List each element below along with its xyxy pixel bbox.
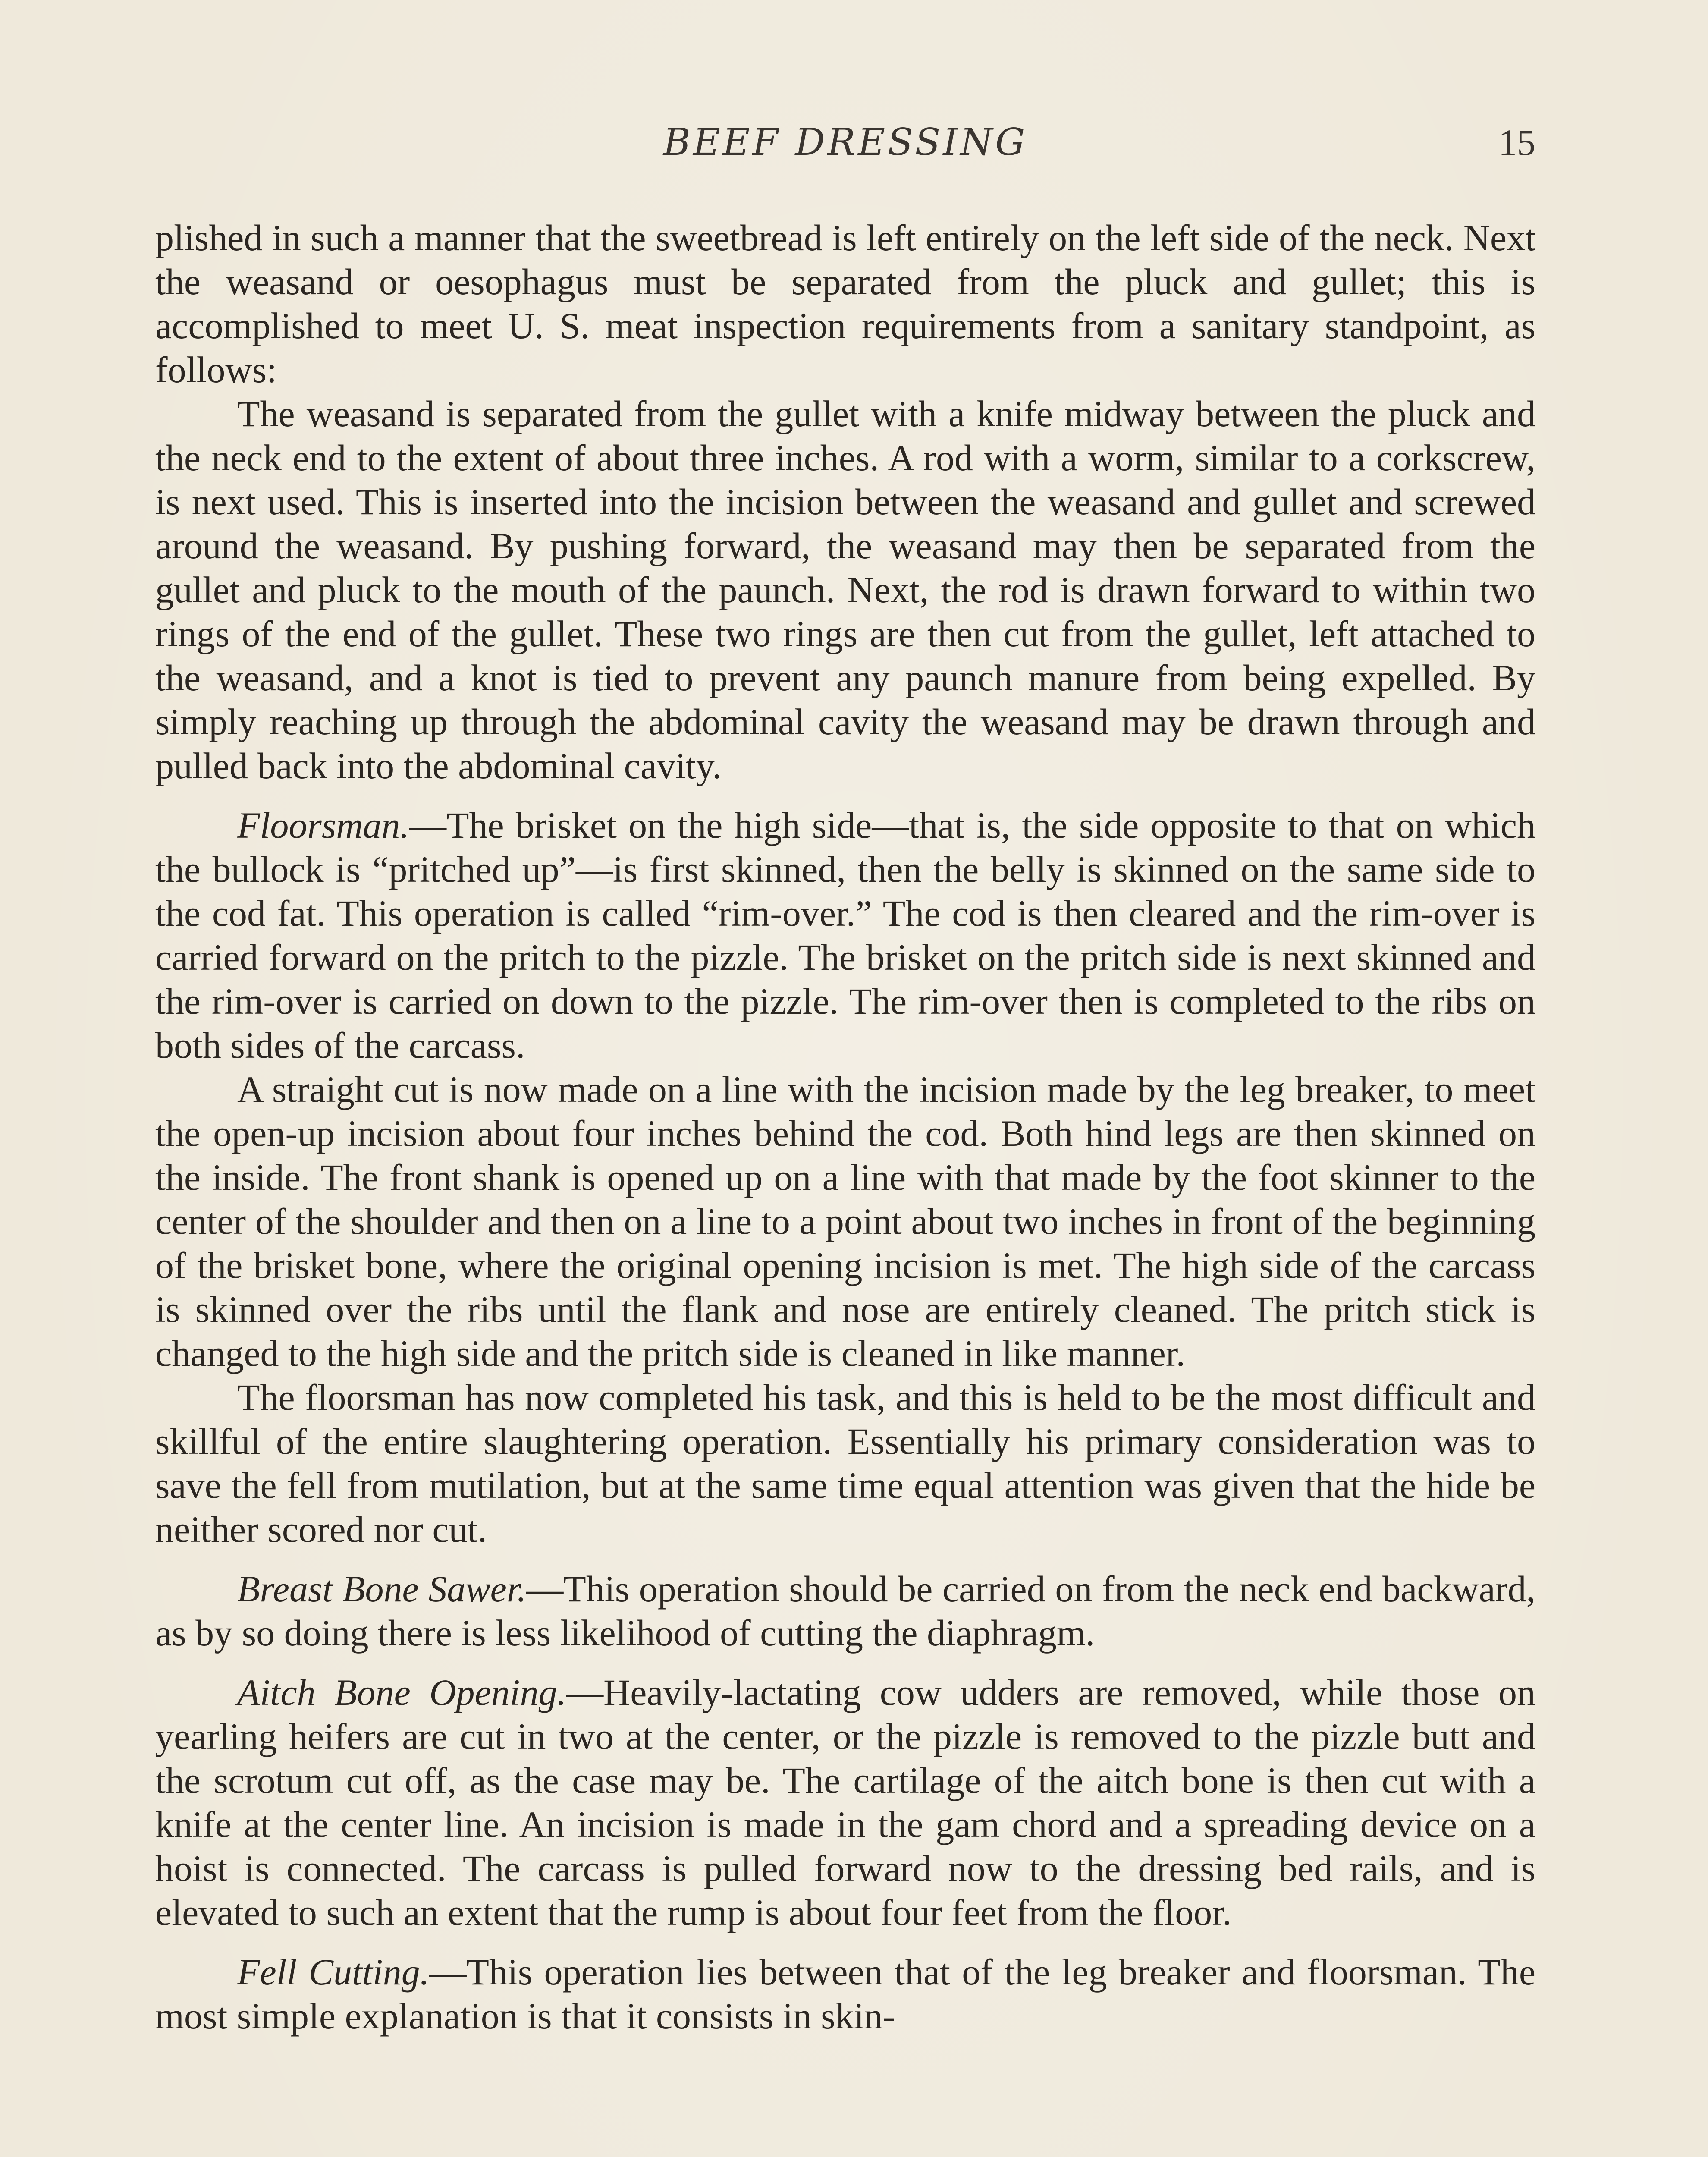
- section-heading: Aitch Bone Opening.: [237, 1672, 567, 1713]
- section-heading: Fell Cutting.: [237, 1951, 430, 1993]
- paragraph-text: —Heavily-lactating cow udders are removed, while those on yearling heifers are cut in two at the center, or the pizzle is removed to the pizzle butt and the scrotum cut off, as the case may be. The cartilage of the aitch bone is then cut with a knife at the center line. An incision is made in the gam chord and a spreading device on a hoist is connected. The carcass is pulled forward now to the dressing bed rails, and is elevated to such an extent that the rump is about four feet from the floor.: [155, 1672, 1535, 1933]
- paragraph-text: —This operation lies between that of the leg breaker and floorsman. The most simple explanation is that it consists in skin-: [155, 1951, 1535, 2037]
- body-text: [155, 216, 1535, 2038]
- running-head: [155, 121, 1535, 173]
- paragraph-continuation: [155, 216, 1535, 392]
- paragraph-text: —This operation should be carried on from the neck end backward, as by so doing there is less likelihood of cutting the diaphragm.: [155, 1568, 1535, 1654]
- paragraph-floorsman-completed: [155, 1375, 1535, 1551]
- paragraph-fell-cutting: [155, 1950, 1535, 2038]
- running-title: BEEF DRESSING: [663, 121, 1028, 164]
- paragraph-breast-bone-sawer: [155, 1567, 1535, 1655]
- paragraph-text: plished in such a manner that the sweetbread is left entirely on the left side of the neck. Next the weasand or oesophagus must be separated from the pluck and gullet; this is accomplished to meet U. S. meat inspection requirements from a sanitary standpoint, as follows:: [155, 217, 1535, 390]
- section-heading: Floorsman.: [237, 805, 409, 846]
- paragraph-weasand: [155, 392, 1535, 788]
- paragraph-text: The weasand is separated from the gullet with a knife midway between the pluck and the neck end to the extent of about three inches. A rod with a worm, similar to a corkscrew, is next used. This is inserted into the incision between the weasand and gullet and screwed around the weasand. By pushing forward, the weasand may then be separated from the gullet and pluck to the mouth of the paunch. Next, the rod is drawn forward to within two rings of the end of the gullet. These two rings are then cut from the gullet, left attached to the weasand, and a knot is tied to prevent any paunch manure from being expelled. By simply reaching up through the abdominal cavity the weasand may be drawn through and pulled back into the abdominal cavity.: [155, 393, 1535, 786]
- paragraph-floorsman: [155, 803, 1535, 1067]
- paragraph-text: —The brisket on the high side—that is, the side opposite to that on which the bullock is “pritched up”—is first skinned, then the belly is skinned on the same side to the cod fat. This operation is called “rim-over.” The cod is then cleared and the rim-over is carried forward on the pritch to the pizzle. The brisket on the pritch side is next skinned and the rim-over is carried on down to the pizzle. The rim-over then is completed to the ribs on both sides of the carcass.: [155, 805, 1535, 1066]
- page-number: 15: [1498, 122, 1535, 163]
- paragraph-text: A straight cut is now made on a line with the incision made by the leg breaker, to meet the open-up incision about four inches behind the cod. Both hind legs are then skinned on the inside. The front shank is opened up on a line with that made by the foot skinner to the center of the shoulder and then on a line to a point about two inches in front of the beginning of the brisket bone, where the original opening incision is met. The high side of the carcass is skinned over the ribs until the flank and nose are entirely cleaned. The pritch stick is changed to the high side and the pritch side is cleaned in like manner.: [155, 1069, 1535, 1374]
- paragraph-straight-cut: [155, 1067, 1535, 1375]
- paragraph-text: The floorsman has now completed his task, and this is held to be the most difficult and skillful of the entire slaughtering operation. Essentially his primary consideration was to save the fell from mutilation, but at the same time equal attention was given that the hide be neither scored nor cut.: [155, 1377, 1535, 1550]
- section-heading: Breast Bone Sawer.: [237, 1568, 527, 1610]
- paragraph-aitch-bone-opening: [155, 1670, 1535, 1934]
